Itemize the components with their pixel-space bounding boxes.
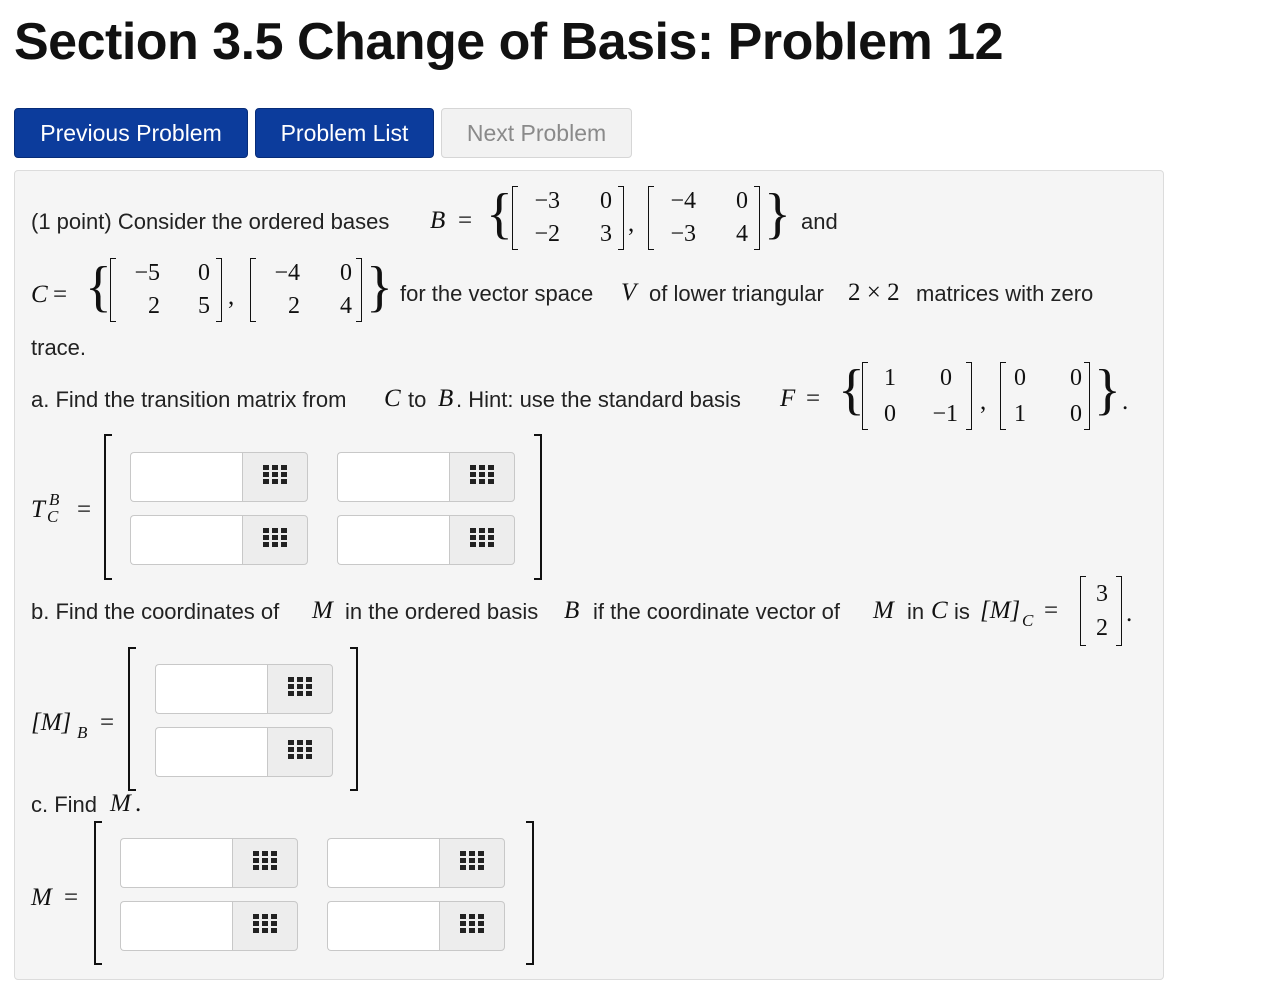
left-bracket [104, 434, 112, 580]
answer-t22 [337, 515, 515, 565]
keypad-icon [263, 465, 287, 490]
next-problem-button: Next Problem [441, 108, 632, 158]
vector-space-v: V [621, 279, 637, 306]
equals-sign: = [458, 207, 473, 234]
answer-mb2 [155, 727, 333, 777]
answer-input-mb1[interactable] [155, 664, 267, 714]
open-brace: { [486, 183, 513, 245]
part-b-m2: M [873, 597, 894, 624]
trace-text: trace. [31, 335, 87, 360]
answer-input-t12[interactable] [337, 452, 449, 502]
part-a-f: F [780, 385, 796, 412]
answer-m11 [120, 838, 298, 888]
answer-t11 [130, 452, 308, 502]
keypad-button[interactable] [267, 727, 333, 777]
part-a-text-1: a. Find the transition matrix from [31, 387, 347, 412]
keypad-icon [460, 851, 484, 876]
right-bracket [534, 434, 542, 580]
answer-input-t21[interactable] [130, 515, 242, 565]
m-b-label: [M] [31, 709, 72, 736]
part-a-b: B [438, 385, 454, 412]
answer-input-m22[interactable] [327, 901, 439, 951]
keypad-icon [288, 740, 312, 765]
answer-m12 [327, 838, 505, 888]
coord-vector-label: [M] [980, 597, 1021, 624]
comma: , [228, 283, 235, 310]
open-brace: { [85, 256, 112, 318]
left-bracket [94, 821, 102, 965]
part-a-c: C [384, 385, 401, 412]
left-bracket [128, 647, 136, 791]
open-brace: { [838, 359, 865, 421]
period: . [1122, 388, 1129, 415]
basis-c-symbol: C [31, 281, 48, 308]
close-brace: } [764, 183, 791, 245]
vector-space-text-1: for the vector space [400, 281, 594, 306]
previous-problem-button[interactable]: Previous Problem [14, 108, 248, 158]
equals-sign: = [806, 385, 821, 412]
problem-list-button[interactable]: Problem List [255, 108, 434, 158]
comma: , [628, 210, 635, 237]
answer-input-m21[interactable] [120, 901, 232, 951]
answer-m22 [327, 901, 505, 951]
matrix-b2: −4 0 −3 4 [648, 186, 760, 250]
basis-b-symbol: B [430, 207, 446, 234]
m-label: M [31, 884, 52, 911]
part-b-text-1: b. Find the coordinates of [31, 599, 280, 624]
transition-matrix-sub: C [47, 507, 59, 526]
keypad-button[interactable] [242, 515, 308, 565]
close-brace: } [1094, 359, 1121, 421]
keypad-button[interactable] [439, 901, 505, 951]
equals-sign: = [64, 884, 79, 911]
problem-intro: (1 point) Consider the ordered bases [31, 209, 390, 234]
close-brace: } [366, 256, 393, 318]
matrix-f1: 1 0 0 −1 [862, 362, 972, 430]
keypad-button[interactable] [439, 838, 505, 888]
part-b-m: M [312, 597, 333, 624]
part-a-to: to [408, 387, 427, 412]
period: . [1126, 600, 1133, 627]
matrix-c2: −4 0 2 4 [250, 258, 362, 322]
part-b-text-2: in the ordered basis [345, 599, 539, 624]
keypad-button[interactable] [232, 901, 298, 951]
matrix-b1: −3 0 −2 3 [512, 186, 624, 250]
transition-matrix-sup: B [49, 490, 60, 509]
part-b-text-3: if the coordinate vector of [593, 599, 841, 624]
coord-vector: 3 2 [1080, 576, 1122, 646]
keypad-icon [460, 914, 484, 939]
part-b-in: in [907, 599, 925, 624]
answer-t21 [130, 515, 308, 565]
answer-input-t11[interactable] [130, 452, 242, 502]
keypad-button[interactable] [232, 838, 298, 888]
keypad-icon [470, 528, 494, 553]
right-bracket [526, 821, 534, 965]
right-bracket [350, 647, 358, 791]
keypad-button[interactable] [242, 452, 308, 502]
page-title: Section 3.5 Change of Basis: Problem 12 [14, 13, 1004, 71]
vector-space-text-3: matrices with zero [916, 281, 1094, 306]
answer-input-m12[interactable] [327, 838, 439, 888]
answer-t12 [337, 452, 515, 502]
part-c-m: M [110, 790, 131, 817]
answer-input-t22[interactable] [337, 515, 449, 565]
part-b-is: is [954, 599, 970, 624]
equals-sign: = [1044, 597, 1059, 624]
equals-sign: = [77, 496, 92, 523]
equals-sign: = [100, 709, 115, 736]
matrix-c1: −5 0 2 5 [110, 258, 222, 322]
coord-vector-sub: C [1022, 611, 1034, 630]
answer-input-m11[interactable] [120, 838, 232, 888]
and-text: and [801, 209, 838, 234]
keypad-icon [253, 851, 277, 876]
keypad-button[interactable] [267, 664, 333, 714]
period: . [135, 790, 142, 817]
transition-matrix-label: T [31, 496, 45, 523]
keypad-icon [288, 677, 312, 702]
keypad-icon [470, 465, 494, 490]
keypad-icon [263, 528, 287, 553]
answer-input-mb2[interactable] [155, 727, 267, 777]
part-a-text-2: . Hint: use the standard basis [456, 387, 741, 412]
keypad-button[interactable] [449, 515, 515, 565]
keypad-icon [253, 914, 277, 939]
part-c-text: c. Find [31, 792, 98, 817]
comma: , [980, 388, 987, 415]
answer-m21 [120, 901, 298, 951]
equals-sign: = [53, 281, 68, 308]
answer-mb1 [155, 664, 333, 714]
matrix-f2: 0 0 1 0 [1000, 362, 1090, 430]
vector-space-text-2: of lower triangular [649, 281, 824, 306]
part-b-b: B [564, 597, 580, 624]
dimension: 2 × 2 [848, 279, 900, 306]
part-b-c: C [931, 597, 948, 624]
keypad-button[interactable] [449, 452, 515, 502]
m-b-sub: B [77, 723, 88, 742]
